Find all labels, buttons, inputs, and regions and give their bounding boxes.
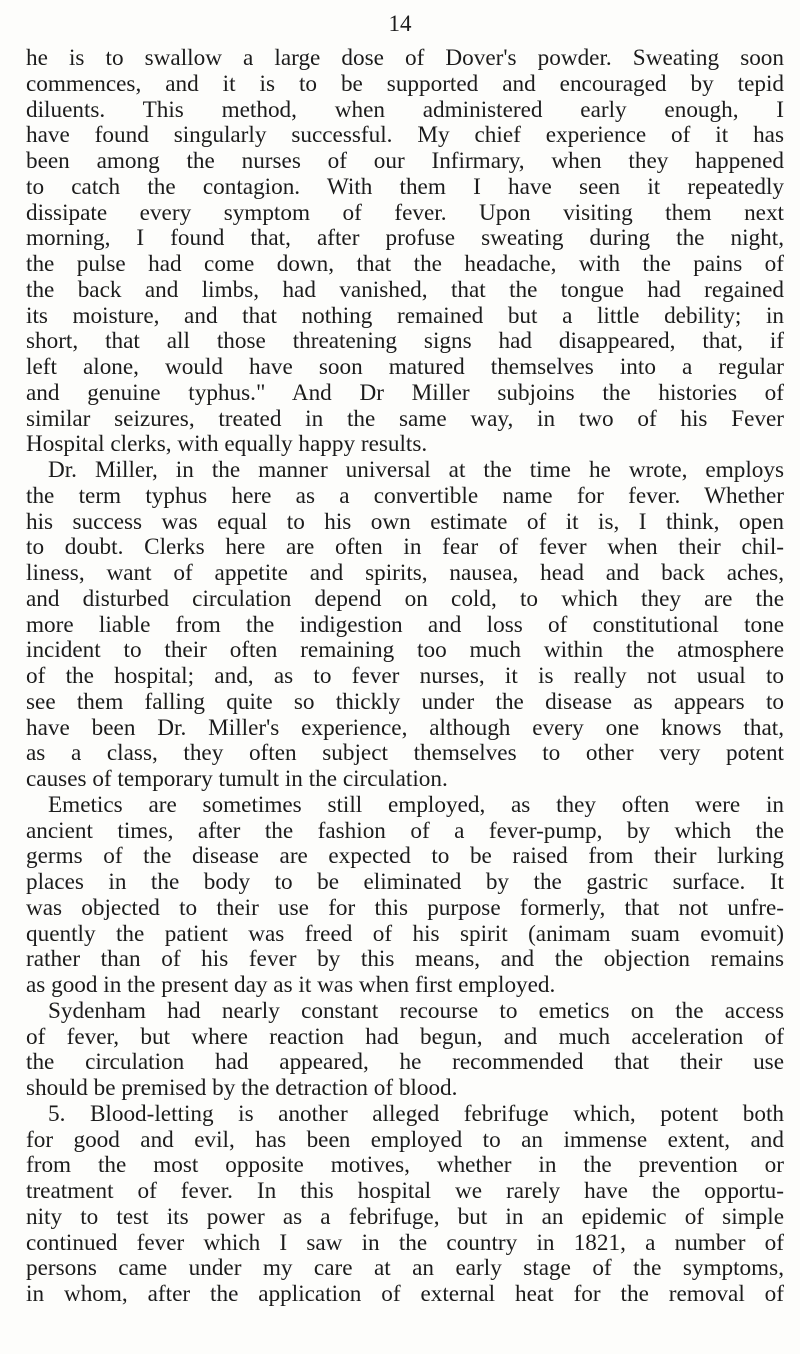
text-line: as good in the present day as it was when first employed. <box>26 973 556 998</box>
text-line: of the hospital; and, as to fever nurses, it is really not usual to <box>26 664 784 689</box>
text-line: see them falling quite so thickly under the disease as appears to <box>26 689 784 715</box>
text-line: places in the body to be eliminated by the gastric surface. It <box>26 870 784 895</box>
text-line: similar seizures, treated in the same way, in two of his Fever <box>26 406 784 432</box>
text-line: incident to their often remaining too much within the atmosphere <box>26 638 784 664</box>
text-line: treatment of fever. In this hospital we rarely have the opportu- <box>26 1179 784 1204</box>
text-line: persons came under my care at an early stage of the symptoms, <box>26 1256 784 1282</box>
text-line: was objected to their use for this purpose formerly, that not unfre- <box>26 895 784 921</box>
text-line: continued fever which I saw in the country in 1821, a number of <box>26 1230 784 1256</box>
text-line: the back and limbs, had vanished, that the tongue had regained <box>26 277 784 303</box>
text-line: to catch the contagion. With them I have seen it repeatedly <box>26 174 784 200</box>
text-line: of fever, but where reaction had begun, and much acceleration of <box>26 1024 784 1050</box>
text-line: been among the nurses of our Infirmary, when they happened <box>26 149 784 174</box>
text-line: diluents. This method, when administered early enough, I <box>26 97 784 123</box>
text-line: from the most opposite motives, whether in the prevention or <box>26 1153 784 1179</box>
text-line: Dr. Miller, in the manner universal at the time he wrote, employs <box>48 458 784 483</box>
text-line: the term typhus here as a convertible name for fever. Whether <box>26 483 784 509</box>
text-line: its moisture, and that nothing remained but a little debility; in <box>26 303 784 329</box>
text-line: should be premised by the detraction of blood. <box>26 1076 458 1101</box>
text-line: in whom, after the application of external heat for the removal of <box>26 1282 784 1307</box>
text-line: morning, I found that, after profuse sweating during the night, <box>26 226 784 252</box>
text-line: Emetics are sometimes still employed, as they often were in <box>48 792 784 818</box>
text-line: commences, and it is to be supported and encouraged by tepid <box>26 71 784 97</box>
text-line: short, that all those threatening signs had disappeared, that, if <box>26 329 784 355</box>
text-line: germs of the disease are expected to be raised from their lurking <box>26 844 784 870</box>
text-line: more liable from the indigestion and loss of constitutional tone <box>26 612 784 638</box>
text-line: nity to test its power as a febrifuge, but in an epidemic of simple <box>26 1204 784 1230</box>
page-number: 14 <box>388 11 412 36</box>
text-line: his success was equal to his own estimate of it is, I think, open <box>26 509 784 535</box>
text-line: to doubt. Clerks here are often in fear of fever when their chil- <box>26 535 784 561</box>
text-line: as a class, they often subject themselves to other very potent <box>26 741 784 767</box>
text-line: have been Dr. Miller's experience, although every one knows that, <box>26 715 784 741</box>
text-line: quently the patient was freed of his spirit (animam suam evomuit) <box>26 921 784 947</box>
text-line: ancient times, after the fashion of a fever-pump, by which the <box>26 818 784 844</box>
text-line: for good and evil, has been employed to an immense extent, and <box>26 1127 784 1153</box>
text-line: rather than of his fever by this means, and the objection remains <box>26 947 784 973</box>
text-line: and genuine typhus." And Dr Miller subjoins the histories of <box>26 380 784 406</box>
body-text <box>26 46 784 1308</box>
text-line: left alone, would have soon matured themselves into a regular <box>26 355 784 380</box>
text-line: have found singularly successful. My chief experience of it has <box>26 123 784 149</box>
text-line: 5. Blood-letting is another alleged febrifuge which, potent both <box>48 1101 784 1127</box>
text-line: he is to swallow a large dose of Dover's powder. Sweating soon <box>26 46 784 71</box>
text-line: Sydenham had nearly constant recourse to emetics on the access <box>48 998 784 1024</box>
text-line: causes of temporary tumult in the circulation. <box>26 767 448 792</box>
text-line: Hospital clerks, with equally happy results. <box>26 432 428 458</box>
text-line: the pulse had come down, that the headache, with the pains of <box>26 252 784 277</box>
text-line: and disturbed circulation depend on cold, to which they are the <box>26 586 784 612</box>
text-line: dissipate every symptom of fever. Upon visiting them next <box>26 200 784 226</box>
text-line: the circulation had appeared, he recommended that their use <box>26 1050 784 1076</box>
text-line: liness, want of appetite and spirits, nausea, head and back aches, <box>26 561 784 586</box>
